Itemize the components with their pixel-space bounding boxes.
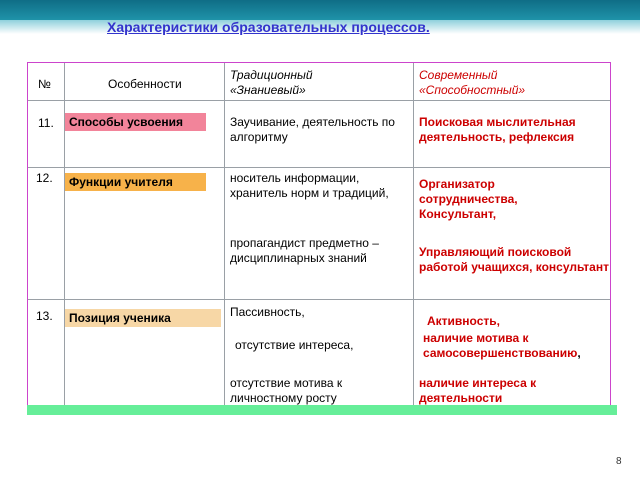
row-13-modern-b-text: наличие мотива к самосовершенствованию [423,331,578,360]
col-divider-3 [413,63,414,410]
row-13-traditional-a: Пассивность, [230,305,305,319]
row-13-modern-b [423,331,609,361]
col-divider-2 [224,63,225,410]
row-divider-1 [28,167,610,168]
row-12-modern-a: Организатор сотрудничества, Консультант, [419,177,518,221]
page-number: 8 [616,456,622,467]
comparison-table [27,62,611,411]
row-12-traditional-b: пропагандист предметно – дисциплинарных знаний [230,236,379,265]
header-modern: Современный «Способностный» [419,68,526,97]
row-13-modern-a: Активность, [427,314,500,328]
header-num: № [38,77,51,91]
header-features: Особенности [108,77,182,91]
row-13-modern-b-comma: , [577,346,581,360]
row-13-traditional-b: отсутствие интереса, [235,338,354,352]
row-11-traditional: Заучивание, деятельность по алгоритму [230,115,395,144]
header-traditional: Традиционный «Знаниевый» [230,68,313,97]
row-11-num: 11. [38,116,54,130]
top-decor-band [0,0,640,20]
row-12-modern-b: Управляющий поисковой работой учащихся, консультант [419,245,609,274]
row-11-label: Способы усвоения [65,113,206,131]
row-divider-2 [28,299,610,300]
row-13-modern-c: наличие интереса к деятельности [419,376,537,405]
row-13-traditional-c: отсутствие мотива к личностному росту [230,376,343,405]
bottom-accent-band [27,405,617,415]
row-11-modern: Поисковая мыслительная деятельность, рефлексия [419,115,576,144]
row-12-traditional-a: носитель информации, хранитель норм и традиций, [230,171,389,200]
row-13-num: 13. [36,309,53,323]
slide-title[interactable]: Характеристики образовательных процессов. [107,19,430,35]
row-13-label: Позиция ученика [65,309,221,327]
row-divider-header [28,100,610,101]
row-12-num: 12. [36,171,53,185]
row-12-label: Функции учителя [65,173,206,191]
